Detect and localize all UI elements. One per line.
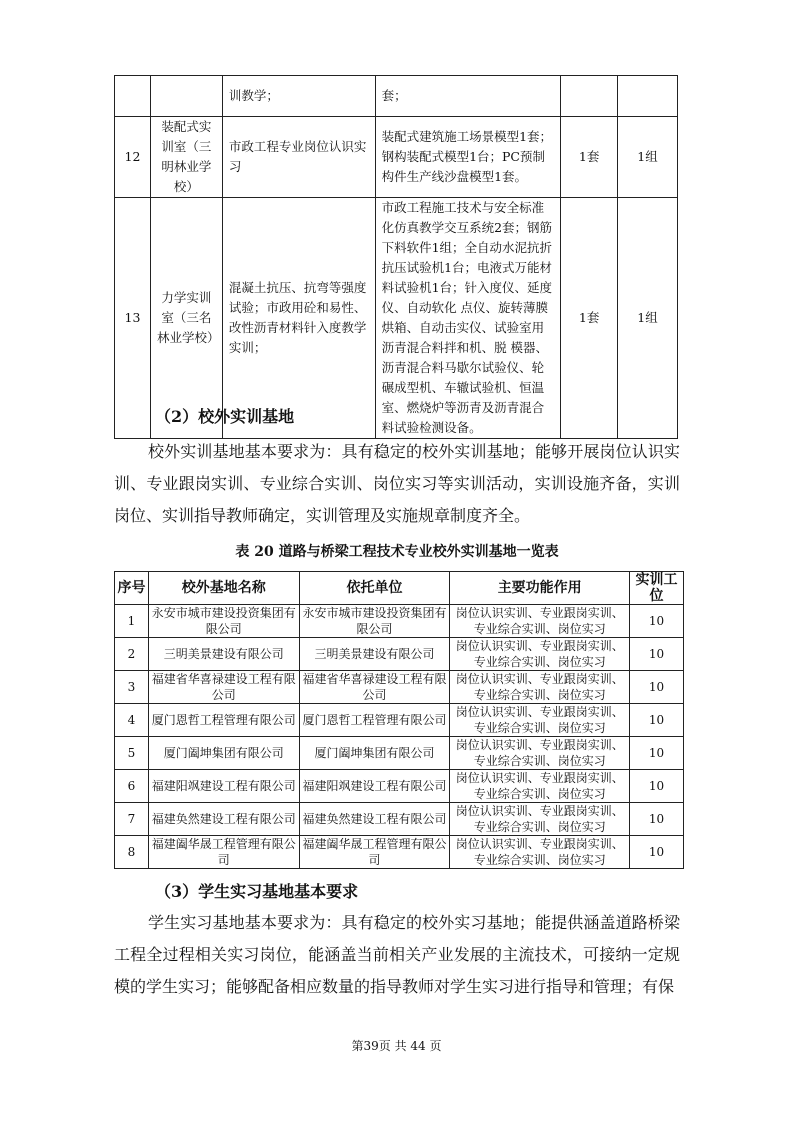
host-unit: 福建阖华晟工程管理有限公司 [299, 836, 450, 869]
section-heading-offcampus: （2）校外实训基地 [155, 407, 295, 426]
offcampus-base-table [114, 571, 684, 869]
lab-function: 市政工程专业岗位认识实习 [222, 117, 375, 198]
host-unit: 福建阳飒建设工程有限公司 [299, 770, 450, 803]
table-header-row [115, 572, 684, 605]
training-positions: 10 [630, 671, 684, 704]
row-number: 12 [115, 117, 151, 198]
main-function: 岗位认识实训、专业跟岗实训、专业综合实训、岗位实习 [450, 770, 630, 803]
row-number: 1 [115, 605, 149, 638]
row-number [115, 76, 151, 117]
row-number: 7 [115, 803, 149, 836]
lab-function: 混凝土抗压、抗弯等强度试验；市政用砼和易性、改性沥青材料针入度教学实训； [222, 198, 375, 439]
training-positions: 10 [630, 836, 684, 869]
host-unit: 永安市城市建设投资集团有限公司 [299, 605, 450, 638]
base-name: 福建阖华晟工程管理有限公司 [148, 836, 299, 869]
header-no: 序号 [115, 572, 149, 605]
host-unit: 三明美景建设有限公司 [299, 638, 450, 671]
lab-name: 力学实训室（三名林业学校） [150, 198, 222, 439]
main-function: 岗位认识实训、专业跟岗实训、专业综合实训、岗位实习 [450, 737, 630, 770]
internship-paragraph: 学生实习基地基本要求为：具有稳定的校外实习基地；能提供涵盖道路桥梁工程全过程相关实习岗位，能涵盖当前相关产业发展的主流技术，可接纳一定规模的学生实习；能够配备相应数量的指导教师对学生实习进行指导和管理；有保 [114, 913, 680, 996]
base-name: 福建阳飒建设工程有限公司 [148, 770, 299, 803]
lab-equipment: 套； [375, 76, 561, 117]
table-row [115, 605, 684, 638]
offcampus-paragraph: 校外实训基地基本要求为：具有稳定的校外实训基地；能够开展岗位认识实训、专业跟岗实训、专业综合实训、岗位实习等实训活动，实训设施齐备，实训岗位、实训指导教师确定，实训管理及实施规章制度齐全。 [114, 442, 680, 525]
host-unit: 厦门恩哲工程管理有限公司 [299, 704, 450, 737]
equipment-quantity: 1套 [561, 117, 618, 198]
base-name: 永安市城市建设投资集团有限公司 [148, 605, 299, 638]
main-function: 岗位认识实训、专业跟岗实训、专业综合实训、岗位实习 [450, 704, 630, 737]
table-row [115, 117, 678, 198]
header-unit: 依托单位 [299, 572, 450, 605]
host-unit: 福建奂然建设工程有限公司 [299, 803, 450, 836]
header-positions: 实训工位 [630, 572, 684, 605]
host-unit: 厦门阖坤集团有限公司 [299, 737, 450, 770]
page-footer: 第39页 共 44 页 [351, 1039, 442, 1053]
table-row [115, 671, 684, 704]
table-row [115, 737, 684, 770]
training-positions: 10 [630, 605, 684, 638]
section-heading-internship: （3）学生实习基地基本要求 [155, 882, 359, 901]
table-row [115, 76, 678, 117]
table-row [115, 638, 684, 671]
training-positions: 10 [630, 638, 684, 671]
table-row [115, 803, 684, 836]
lab-equipment-table [114, 75, 678, 439]
host-unit: 福建省华喜禄建设工程有限公司 [299, 671, 450, 704]
main-function: 岗位认识实训、专业跟岗实训、专业综合实训、岗位实习 [450, 605, 630, 638]
training-positions: 10 [630, 737, 684, 770]
row-number: 6 [115, 770, 149, 803]
lab-name [150, 76, 222, 117]
training-positions: 10 [630, 704, 684, 737]
row-number: 3 [115, 671, 149, 704]
lab-equipment: 市政工程施工技术与安全标准化仿真教学交互系统2套；钢筋下料软件1组；全自动水泥抗折抗压试验机1台；电液式万能材料试验机1台；针入度仪、延度仪、自动软化 点仪、旋转薄膜烘箱、自动击实仪、试验室用沥青混合料拌和机、脱 模器、沥青混合料马歇尔试验仪、轮碾成型机、车辙试验机、恒温室、燃烧炉等沥青及沥青混合料试验检测设备。 [375, 198, 561, 439]
base-name: 厦门恩哲工程管理有限公司 [148, 704, 299, 737]
main-function: 岗位认识实训、专业跟岗实训、专业综合实训、岗位实习 [450, 671, 630, 704]
group-count: 1组 [618, 198, 678, 439]
lab-name: 装配式实训室（三明林业学校） [150, 117, 222, 198]
training-positions: 10 [630, 770, 684, 803]
main-function: 岗位认识实训、专业跟岗实训、专业综合实训、岗位实习 [450, 803, 630, 836]
equipment-quantity: 1套 [561, 198, 618, 439]
lab-equipment: 装配式建筑施工场景模型1套；钢构装配式模型1台；PC预制构件生产线沙盘模型1套。 [375, 117, 561, 198]
base-name: 三明美景建设有限公司 [148, 638, 299, 671]
row-number: 5 [115, 737, 149, 770]
group-count [618, 76, 678, 117]
equipment-quantity [561, 76, 618, 117]
group-count: 1组 [618, 117, 678, 198]
main-function: 岗位认识实训、专业跟岗实训、专业综合实训、岗位实习 [450, 836, 630, 869]
row-number: 13 [115, 198, 151, 439]
row-number: 4 [115, 704, 149, 737]
table-row [115, 198, 678, 439]
base-name: 福建奂然建设工程有限公司 [148, 803, 299, 836]
table-caption: 表 20 道路与桥梁工程技术专业校外实训基地一览表 [235, 544, 559, 560]
base-name: 福建省华喜禄建设工程有限公司 [148, 671, 299, 704]
table-row [115, 836, 684, 869]
header-function: 主要功能作用 [450, 572, 630, 605]
lab-function: 训教学； [222, 76, 375, 117]
table-row [115, 770, 684, 803]
header-base: 校外基地名称 [148, 572, 299, 605]
table-row [115, 704, 684, 737]
row-number: 2 [115, 638, 149, 671]
row-number: 8 [115, 836, 149, 869]
main-function: 岗位认识实训、专业跟岗实训、专业综合实训、岗位实习 [450, 638, 630, 671]
base-name: 厦门阖坤集团有限公司 [148, 737, 299, 770]
training-positions: 10 [630, 803, 684, 836]
